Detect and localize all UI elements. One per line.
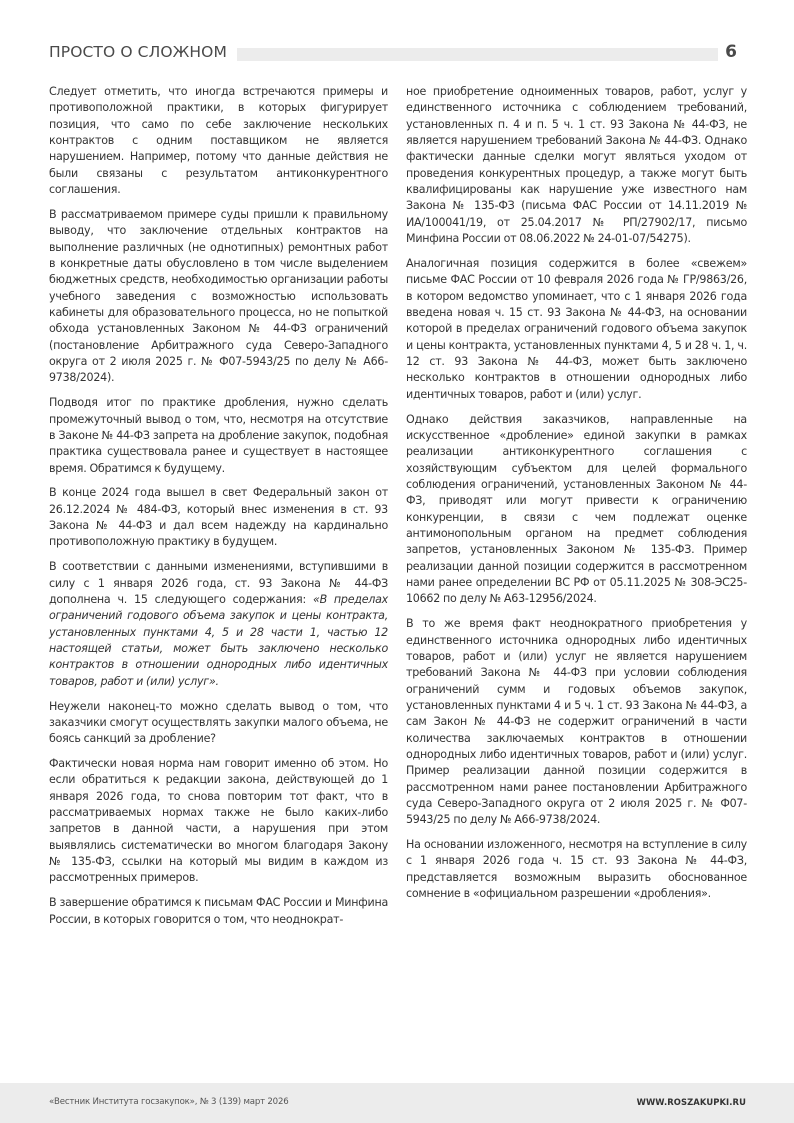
law-quote: «В пределах ограничений годового объема закупок и цены контракта, установленных пунктами 4, 5 и 28 части 1, частью 12 настоящей статьи, может быть заключено несколько контрактов в отношении однородных либо идентичных товаров, работ и (или) услуг». [49,592,388,688]
paragraph: В завершение обратимся к письмам ФАС России и Минфина России, в которых говорится о том, что неоднократ- [49,896,388,926]
paragraph: Подводя итог по практике дробления, нужно сделать промежуточный вывод о том, что, несмотря на отсутствие в Законе № 44-ФЗ запрета на дробление закупок, подобная практика существовала ранее и существует в настоящее время. Обратимся к будущему. [49,396,388,475]
paragraph-text: В соответствии с данными изменениями, вступившими в силу с 1 января 2026 года, ст. 93 Закона № 44-ФЗ дополнена ч. 15 следующего содержания: [49,560,388,606]
paragraph: В конце 2024 года вышел в свет Федеральный закон от 26.12.2024 № 484-ФЗ, который внес изменения в ст. 93 Закона № 44-ФЗ и дал всем надежду на кардинально противоположную практику в будущем. [49,486,388,549]
left-column [49,84,388,937]
publication-info: «Вестник Института госзакупок», № 3 (139) март 2026 [49,1097,289,1107]
paragraph: ное приобретение одноименных товаров, работ, услуг у единственного источника с соблюдением требований, установленных п. 4 и п. 5 ч. 1 ст. 93 Закона № 44-ФЗ, не является нарушением требований Закона № 44-ФЗ. Однако фактически данные сделки могут являться уходом от проведения конкурентных процедур, а также могут быть квалифицированы как нарушение уже известного нам Закона № 135-ФЗ (письма ФАС России от 14.11.2019 № ИА/100041/19, от 25.04.2017 № РП/27902/17, письмо Минфина России от 08.06.2022 № 24-01-07/54275). [406,85,747,246]
right-column [406,84,747,911]
page-header [49,42,746,66]
paragraph: Неужели наконец-то можно сделать вывод о том, что заказчики смогут осуществлять закупки малого объема, не боясь санкций за дробление? [49,699,388,746]
page-footer [0,1083,794,1123]
section-title: ПРОСТО О СЛОЖНОМ [49,43,227,61]
page-number: 6 [725,42,737,62]
header-divider-bar [237,48,718,61]
paragraph: Аналогичная позиция содержится в более «свежем» письме ФАС России от 10 февраля 2026 года № ГР/9863/26, в котором ведомство упоминает, что с 1 января 2026 года введена новая ч. 15 ст. 93 Закона № 44-ФЗ, на основании которой в пределах ограничений годового объема закупок и цены контракта, установленных пунктами 4, 5 и 28 ч. 1, ч. 12 ст. 93 Закона № 44-ФЗ, может быть заключено несколько контрактов в отношении однородных либо идентичных товаров, работ и (или) услуг. [406,256,747,401]
paragraph: В то же время факт неоднократного приобретения у единственного источника однородных либо идентичных товаров, работ и (или) услуг не является нарушением требований Закона № 44-ФЗ при условии соблюдения ограничений сумм и годовых объемов закупок, установленных пунктами 4 и 5 ч. 1 ст. 93 Закона № 44-ФЗ, а сам Закон № 44-ФЗ не содержит ограничений в части количества заключаемых контрактов в отношении однородных либо идентичных товаров, работ и (или) услуг. Пример реализации данной позиции содержится в рассмотренном нами ранее постановлении Арбитражного суда Северо-Западного округа от 2 июля 2025 г. № Ф07-5943/25 по делу № А66-9738/2024. [406,617,747,827]
website-link[interactable]: WWW.ROSZAKUPKI.RU [636,1097,746,1107]
paragraph: Однако действия заказчиков, направленные на искусственное «дробление» единой закупки в рамках реализации антиконкурентного соглашения с хозяйствующим субъектом для целей формального соблюдения ограничений, установленных Законом № 44-ФЗ, приводят или могут привести к ограничению конкуренции, в связи с чем подлежат оценке антимонопольным органом на предмет соблюдения запретов, установленных Законом № 135-ФЗ. Пример реализации данной позиции содержится в рассмотренном нами ранее определении ВС РФ от 05.11.2025 № 308-ЭС25-10662 по делу № А63-12956/2024. [406,412,747,606]
paragraph: На основании изложенного, несмотря на вступление в силу с 1 января 2026 года ч. 15 ст. 93 Закона № 44-ФЗ, представляется возможным выразить обоснованное сомнение в «официальном разрешении «дробления». [406,838,747,901]
paragraph: В рассматриваемом примере суды пришли к правильному выводу, что заключение отдельных контрактов на выполнение различных (не однотипных) ремонтных работ в конкретные даты обусловлено в том числе выделением бюджетных средств, необходимостью организации работы учебного заведения с возможностью использовать кабинеты для образовательного процесса, но не попыткой обхода установленных Законом № 44-ФЗ ограничений (постановление Арбитражного суда Северо-Западного округа от 2 июля 2025 г. № Ф07-5943/25 по делу № А66-9738/2024). [49,207,388,385]
paragraph: Следует отметить, что иногда встречаются примеры и противоположной практики, в которых фигурирует позиция, что само по себе заключение нескольких контрактов с одним поставщиком не является нарушением. Например, потому что данные действия не были связаны с результатом антиконкурентного соглашения. [49,85,388,197]
paragraph: Фактически новая норма нам говорит именно об этом. Но если обратиться к редакции закона, действующей до 1 января 2026 года, то снова повторим тот факт, что в рассматриваемых нормах также не было каких-либо запретов в данной части, а нарушения при этом выявлялись систематически во многом благодаря Закону № 135-ФЗ, ссылки на который мы видим в каждом из рассмотренных примеров. [49,757,388,885]
paragraph-with-quote [49,559,388,690]
